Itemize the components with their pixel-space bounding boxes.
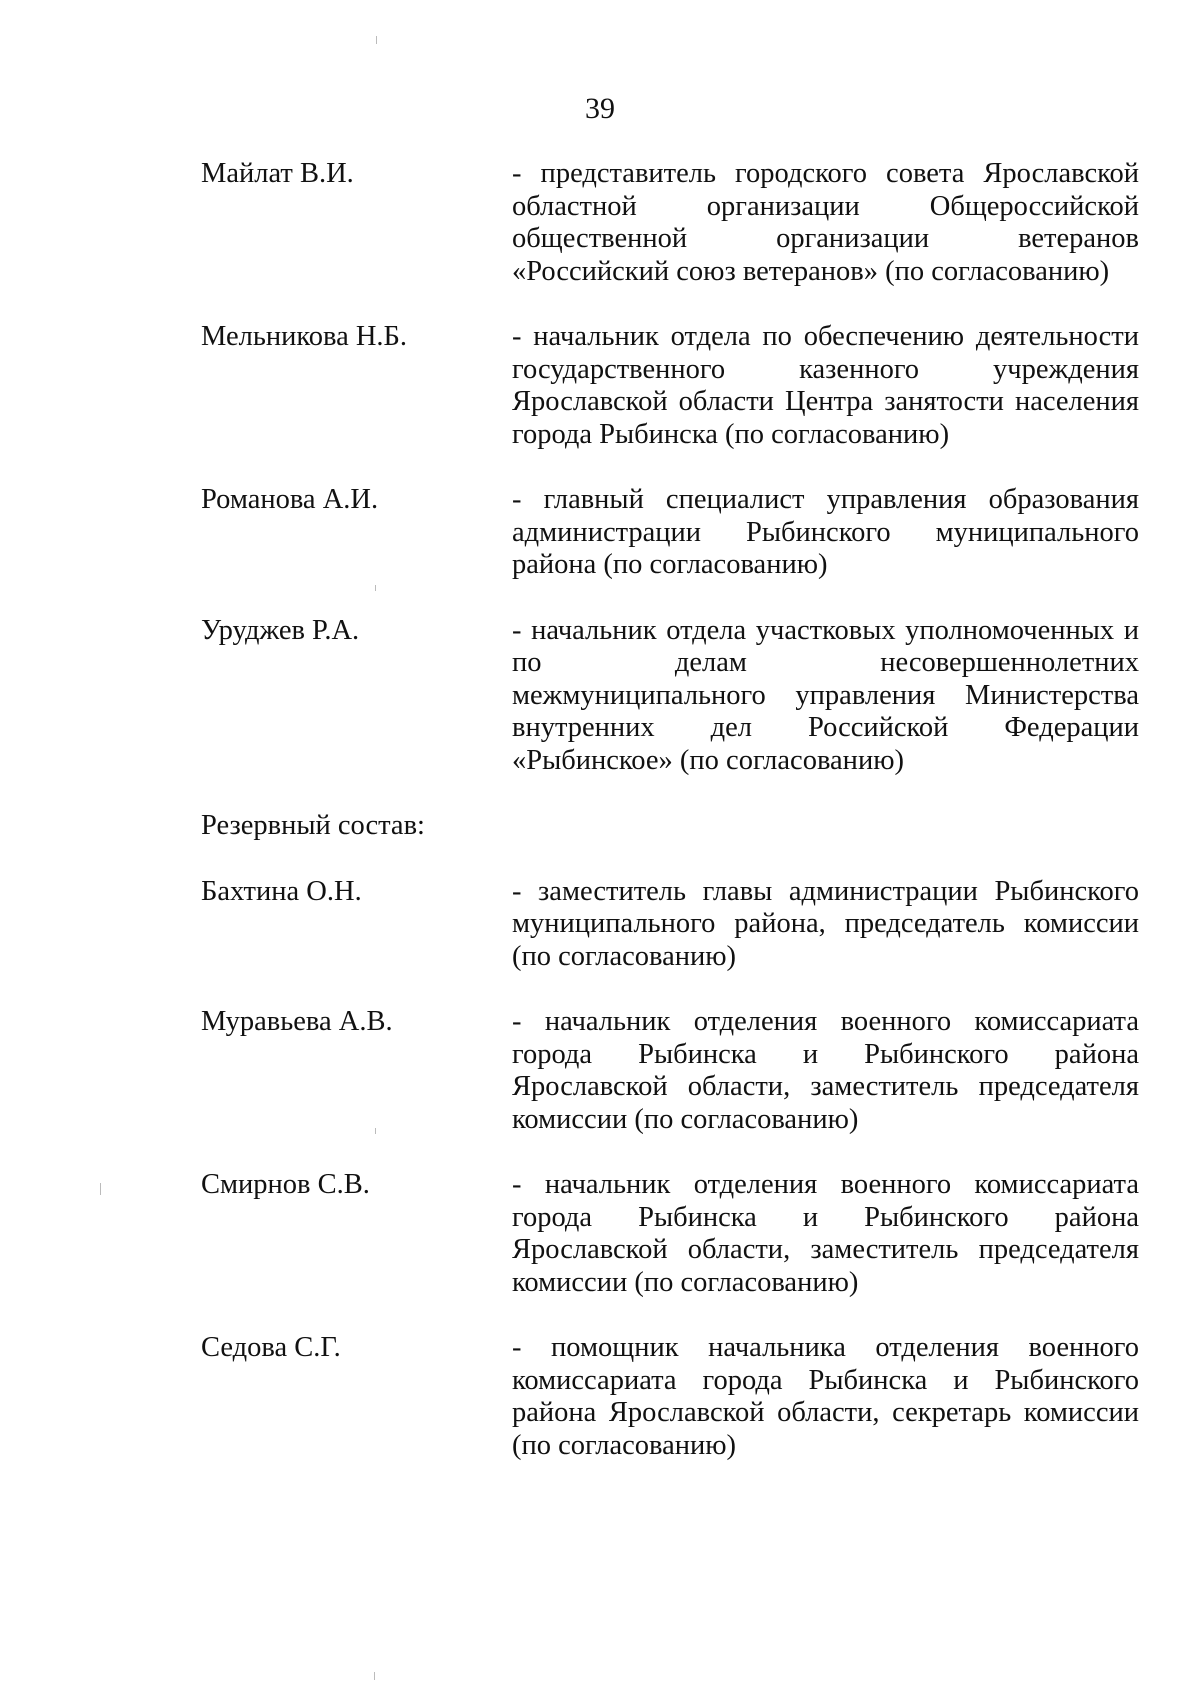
reserve-name: Бахтина О.Н.: [201, 875, 362, 907]
reserve-role: - начальник отделения военного комиссариата города Рыбинска и Рыбинского района Ярославской области, заместитель председателя комиссии (по согласованию): [512, 1006, 1139, 1135]
reserve-entry: [201, 876, 1139, 974]
member-name: Майлат В.И.: [201, 158, 354, 189]
reserve-name: Смирнов С.В.: [201, 1169, 370, 1200]
member-name: Мельникова Н.Б.: [201, 321, 408, 352]
reserve-name: Седова С.Г.: [201, 1332, 341, 1363]
scan-speck: [100, 1183, 101, 1195]
scan-speck: [376, 36, 377, 44]
reserve-entry: [201, 1332, 1139, 1462]
member-entry: [201, 615, 1139, 778]
reserve-name: Муравьева А.В.: [201, 1006, 393, 1037]
member-role: - начальник отдела участковых уполномоченных и по делам несовершеннолетних межмуниципального управления Министерства внутренних дел Российской Федерации «Рыбинское» (по согласованию): [512, 614, 1139, 776]
reserve-entry: [201, 1006, 1139, 1136]
scan-speck: [374, 1672, 375, 1680]
member-role: - начальник отдела по обеспечению деятельности государственного казенного учреждения Ярославской области Центра занятости населения города Рыбинска (по согласованию): [512, 321, 1139, 450]
member-entry: [201, 484, 1139, 582]
commission-roster: [201, 158, 1139, 1462]
member-entry: [201, 321, 1139, 451]
reserve-role: - заместитель главы администрации Рыбинского муниципального района, председатель комиссии (по согласованию): [512, 875, 1139, 972]
member-name: Уруджев Р.А.: [201, 614, 360, 646]
reserve-entry: [201, 1169, 1139, 1299]
reserve-role: - помощник начальника отделения военного комиссариата города Рыбинска и Рыбинского района Ярославской области, секретарь комиссии (по согласованию): [512, 1332, 1139, 1461]
member-name: Романова А.И.: [201, 484, 379, 515]
reserve-role: - начальник отделения военного комиссариата города Рыбинска и Рыбинского района Ярославской области, заместитель председателя комиссии (по согласованию): [512, 1169, 1139, 1298]
reserve-heading: Резервный состав:: [201, 810, 425, 841]
member-role: - представитель городского совета Ярославской областной организации Общероссийской общественной организации ветеранов «Российский союз ветеранов» (по согласованию): [512, 158, 1139, 287]
member-role: - главный специалист управления образования администрации Рыбинского муниципального района (по согласованию): [512, 484, 1139, 580]
member-entry: [201, 158, 1139, 288]
page-number: 39: [585, 92, 615, 125]
